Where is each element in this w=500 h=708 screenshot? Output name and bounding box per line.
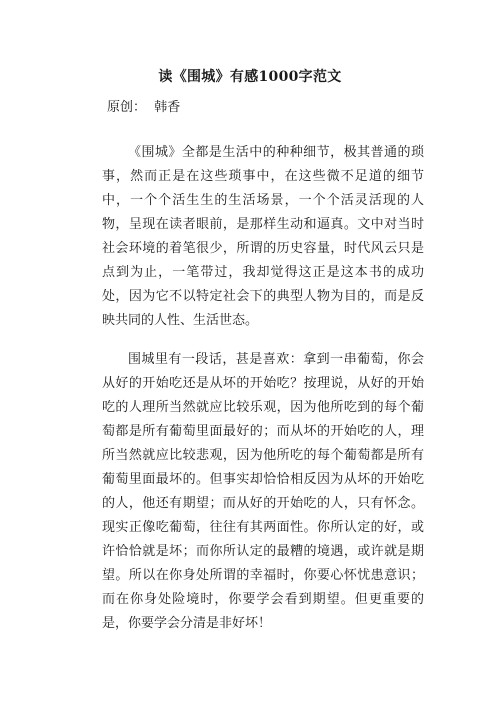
- author-line: 原创： 韩香: [107, 100, 181, 115]
- paragraph: 围城里有一段话，甚是喜欢：拿到一串葡萄，你会从好的开始吃还是从坏的开始吃？按理说，从好的开始吃的人理所当然就应比较乐观，因为他所吃到的每个葡萄都是所有葡萄里面最好的；而从坏的开始吃的人，理所当然就应比较悲观，因为他所吃的每个葡萄都是所有葡萄里面最坏的。但事实却恰恰相反因为从坏的开始吃的人，他还有期望；而从好的开始吃的人，只有怀念。现实正像吃葡萄，往往有其两面性。你所认定的好，或许恰恰就是坏；而你所认定的最糟的境遇，或许就是期望。所以在你身处所谓的幸福时，你要心怀忧患意识；而在你身处险境时，你要学会看到期望。但更重要的是，你要学会分清是非好坏！: [102, 352, 424, 631]
- document-title: 读《围城》有感1000字范文: [158, 69, 342, 85]
- paragraph: 《围城》全都是生活中的种种细节，极其普通的琐事，然而正是在这些琐事中，在这些微不足道的细节中，一个个活生生的生活场景，一个个活灵活现的人物，呈现在读者眼前，是那样生动和逼真。文中对当时社会环境的着笔很少，所谓的历史容量，时代风云只是点到为止，一笔带过，我却觉得这正是这本书的成功处，因为它不以特定社会下的典型人物为目的，而是反映共同的人性、生活世态。: [102, 145, 424, 328]
